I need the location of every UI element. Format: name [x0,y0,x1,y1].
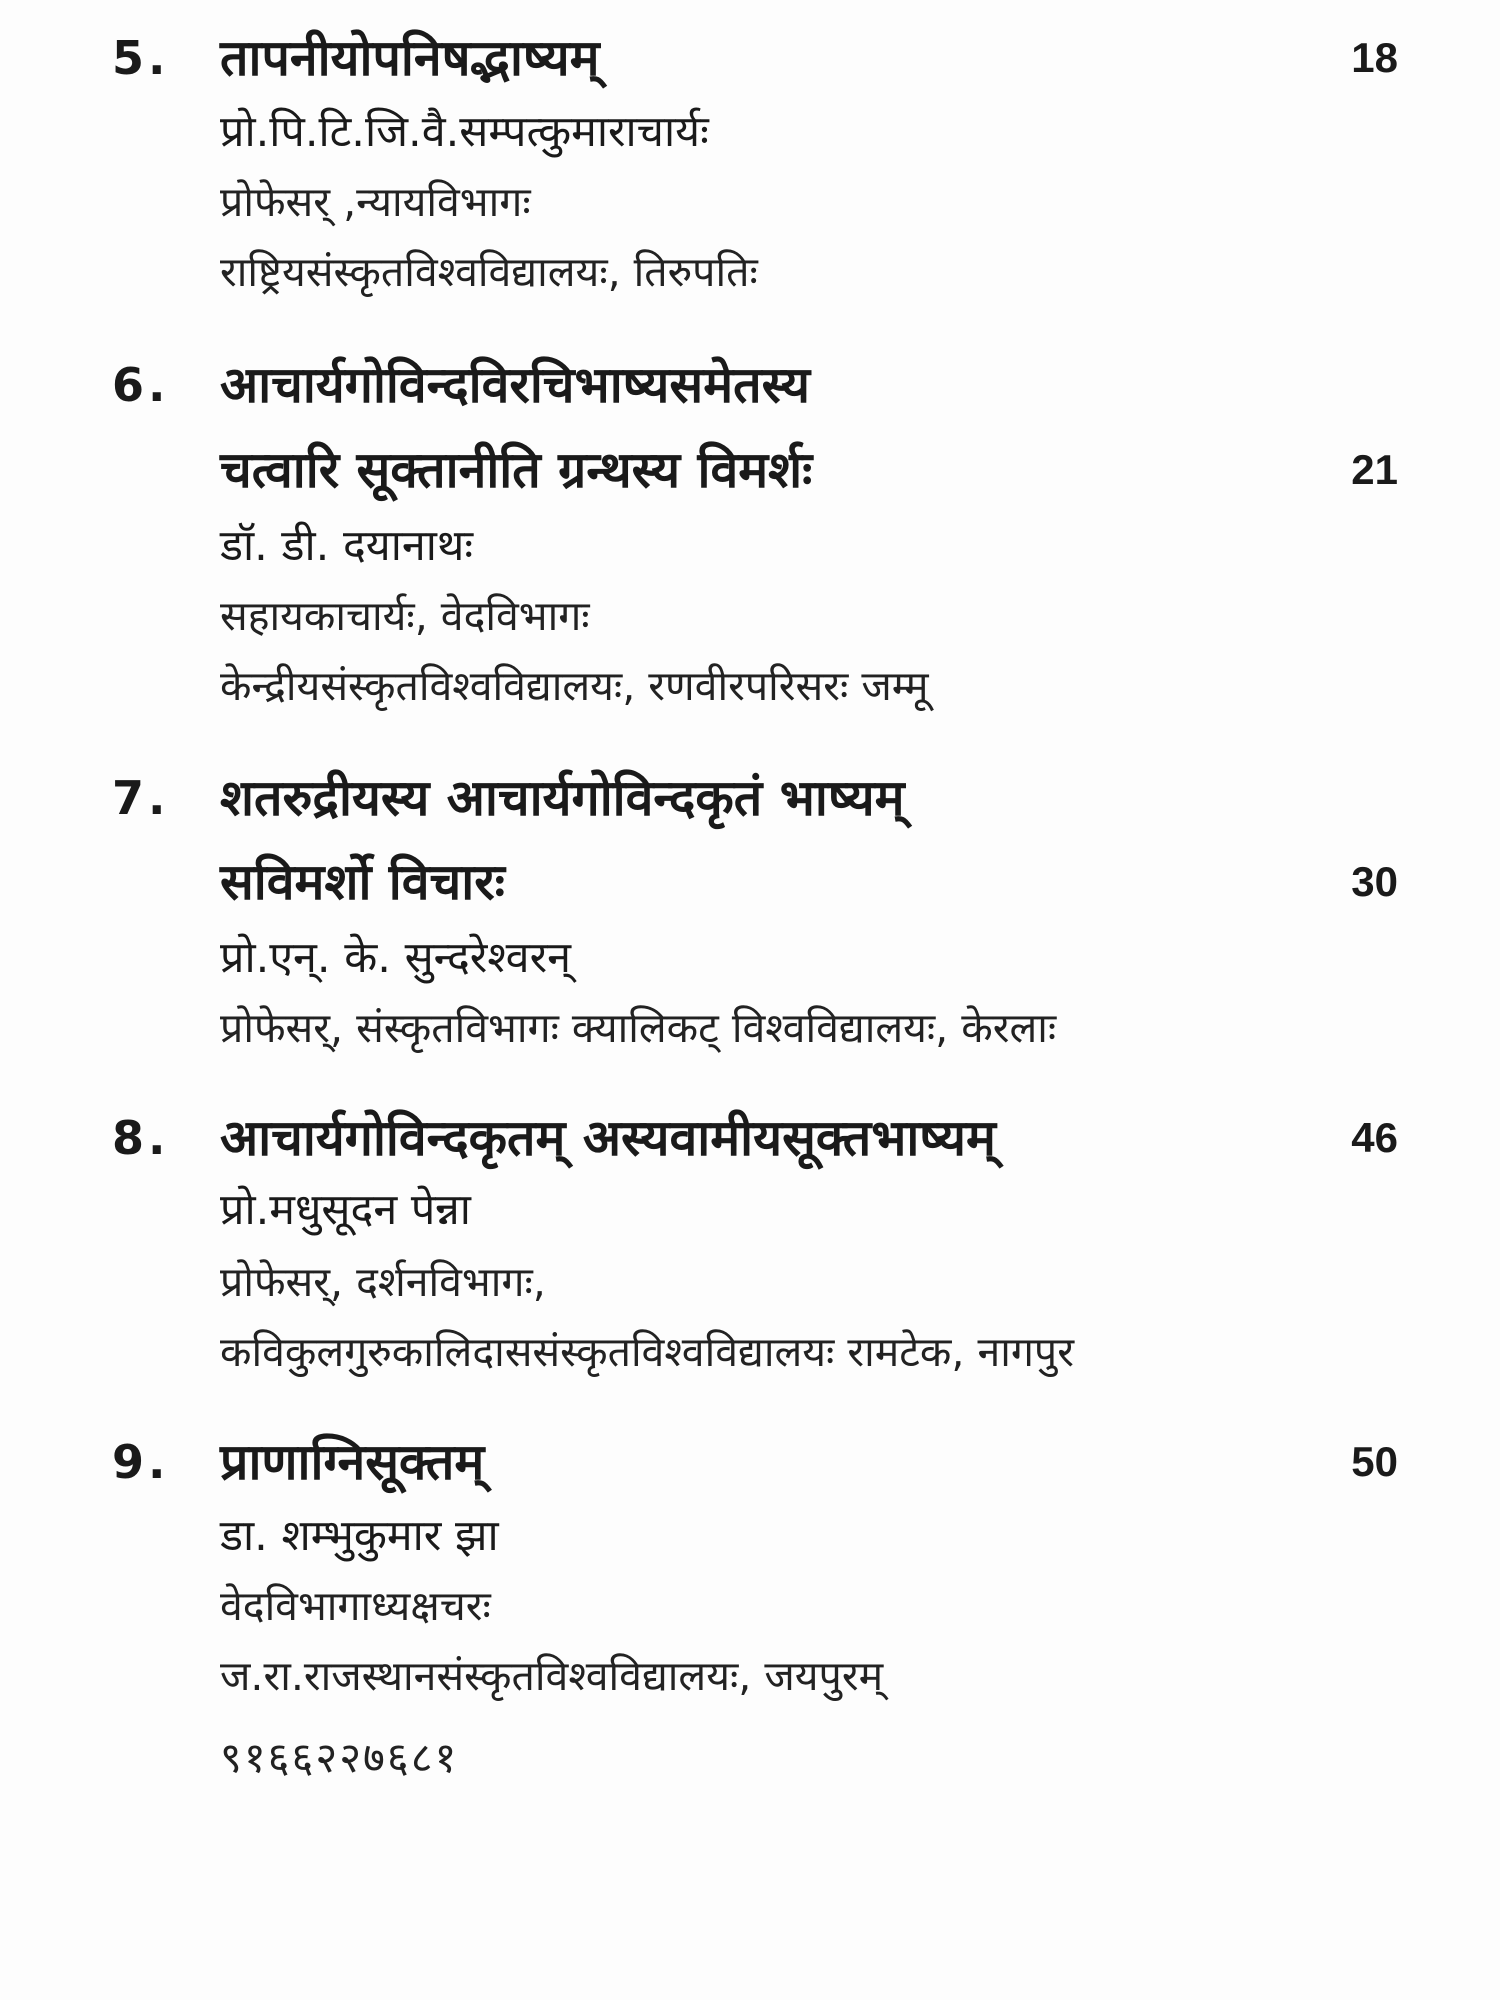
entry-author: डॉ. डी. दयानाथः [220,521,474,571]
entry-affiliation: ज.रा.राजस्थानसंस्कृतविश्वविद्यालयः, जयपुरम् [220,1652,884,1700]
entry-page-number: 46 [1351,1114,1398,1161]
entry-affiliation: केन्द्रीयसंस्कृतविश्वविद्यालयः, रणवीरपरिसरः जम्मू [220,662,929,710]
entry-affiliation: वेदविभागाध्यक्षचरः [220,1582,491,1630]
entry-affiliation: कविकुलगुरुकालिदाससंस्कृतविश्वविद्यालयः रामटेक, नागपुर [220,1328,1074,1376]
entry-title: आचार्यगोविन्दविरचिभाष्यसमेतस्य [220,356,811,414]
entry-author: प्रो.पि.टि.जि.वै.सम्पत्कुमाराचार्यः [220,107,709,157]
entry-number: 8. [112,1111,170,1165]
entry-author: प्रो.एन्. के. सुन्दरेश्वरन् [220,933,572,983]
entry-page-number: 18 [1351,34,1398,81]
entry-affiliation: प्रोफेसर्, दर्शनविभागः, [220,1258,546,1306]
entry-title-continued: चत्वारि सूक्तानीति ग्रन्थस्य विमर्शः [220,441,813,499]
entry-title-continued: सविमर्शो विचारः [220,853,505,911]
entry-page-number: 50 [1351,1438,1398,1485]
entry-number: 9. [112,1435,170,1489]
entry-title: प्राणाग्निसूक्तम् [220,1433,485,1491]
entry-author: डा. शम्भुकुमार झा [220,1511,499,1561]
entry-page-number: 30 [1351,858,1398,905]
entry-page-number: 21 [1351,446,1398,493]
entry-title: तापनीयोपनिषद्भाष्यम् [220,29,600,87]
entry-number: 5. [112,31,170,85]
entry-author: प्रो.मधुसूदन पेन्ना [220,1185,471,1235]
phone-number: ९१६६२२७६८१ [220,1733,459,1782]
entry-affiliation: राष्ट्रियसंस्कृतविश्वविद्यालयः, तिरुपतिः [220,248,758,296]
entry-affiliation: सहायकाचार्यः, वेदविभागः [220,592,590,640]
entry-title: आचार्यगोविन्दकृतम् अस्यवामीयसूक्तभाष्यम् [220,1109,996,1167]
entry-affiliation: प्रोफेसर् ,न्यायविभागः [220,178,531,226]
entry-title: शतरुद्रीयस्य आचार्यगोविन्दकृतं भाष्यम् [220,769,905,827]
entry-number: 7. [112,771,170,825]
entry-affiliation: प्रोफेसर्, संस्कृतविभागः क्यालिकट् विश्वविद्यालयः, केरलाः [220,1004,1057,1052]
entry-number: 6. [112,358,170,412]
